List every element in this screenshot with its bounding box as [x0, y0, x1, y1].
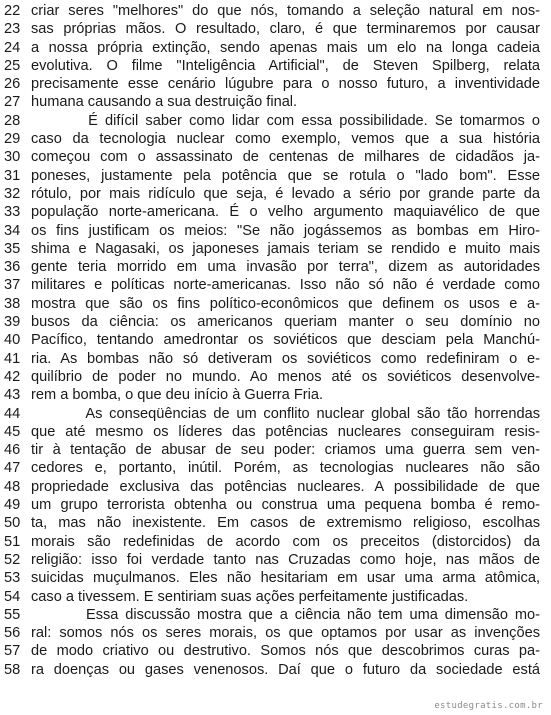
text-line — [0, 423, 551, 441]
line-number: 56 — [4, 625, 21, 642]
line-number: 31 — [4, 167, 21, 184]
line-text: mostra que são os fins político-econômicos que definem os usos e a- — [31, 295, 540, 312]
line-text: morais são redefinidas de acordo com os preceitos (distorcidos) da — [31, 533, 540, 550]
line-text: cedores e, portanto, inútil. Porém, as tecnologias nucleares não são — [31, 460, 540, 477]
text-line — [0, 588, 551, 606]
line-text: propriedade exclusiva das potências nucleares. A possibilidade de que — [31, 478, 540, 495]
text-line — [0, 459, 551, 477]
site-watermark: estudegratis.com.br — [434, 701, 543, 711]
line-number: 55 — [4, 606, 21, 623]
line-text: rótulo, por mais ridículo que seja, é levado a sério por grande parte da — [31, 185, 540, 202]
text-line — [0, 148, 551, 166]
line-number: 24 — [4, 39, 21, 56]
text-line — [0, 185, 551, 203]
line-number: 43 — [4, 387, 21, 404]
line-text: de modo criativo ou destrutivo. Somos nós que descobrimos curas pa- — [31, 643, 540, 660]
line-text: tir à tentação de abusar de seu poder: criamos uma guerra sem ven- — [31, 442, 540, 459]
line-text: religião: isso foi verdade tanto nas Cruzadas como hoje, nas mãos de — [31, 551, 540, 568]
line-number: 22 — [4, 3, 21, 19]
line-text: sas próprias mãos. O resultado, claro, é que terminaremos por causar — [31, 21, 540, 38]
line-number: 48 — [4, 478, 21, 495]
text-line — [0, 203, 551, 221]
line-number: 39 — [4, 314, 21, 331]
line-number: 38 — [4, 295, 21, 312]
text-line — [0, 240, 551, 258]
line-text: população norte-americana. É o velho argumento maquiavélico de que — [31, 204, 540, 221]
line-number: 45 — [4, 423, 21, 440]
line-text: poneses, justamente pela potência que se rotula o "lado bom". Esse — [31, 167, 540, 184]
line-number: 40 — [4, 332, 21, 349]
line-text: gente teria morrido em uma invasão por terra", dizem as autoridades — [31, 259, 540, 276]
text-line — [0, 368, 551, 386]
text-line — [0, 624, 551, 642]
line-number: 33 — [4, 204, 21, 221]
text-line — [0, 93, 551, 111]
line-number: 54 — [4, 588, 21, 605]
line-text: humana causando a sua destruição final. — [31, 94, 298, 111]
text-line — [0, 533, 551, 551]
line-text: rem a bomba, o que deu início à Guerra Fria. — [31, 387, 324, 404]
text-line — [0, 331, 551, 349]
text-line — [0, 75, 551, 93]
line-number: 53 — [4, 570, 21, 587]
document-page — [0, 2, 551, 679]
text-line — [0, 313, 551, 331]
line-text: militares e políticas norte-americanas. Isso não só não é verdade como — [31, 277, 540, 294]
line-number: 30 — [4, 149, 21, 166]
line-text: quilíbrio de poder no mundo. Ao menos até os soviéticos desenvolve- — [31, 368, 540, 385]
text-line — [0, 167, 551, 185]
line-text: ta, mas não inexistente. Em casos de extremismo religioso, escolhas — [31, 515, 540, 532]
line-text: ra doenças ou gases venenosos. Daí que o futuro da sociedade está — [31, 661, 540, 678]
line-number: 42 — [4, 368, 21, 385]
line-text: shima e Nagasaki, os japoneses jamais teriam se rendido e muito mais — [31, 240, 540, 257]
text-line — [0, 405, 551, 423]
text-line — [0, 441, 551, 459]
text-line — [0, 258, 551, 276]
line-text: precisamente esse cenário lúgubre para o nosso futuro, a inventividade — [31, 76, 540, 93]
line-text: Essa discussão mostra que a ciência não tem uma dimensão mo- — [31, 606, 540, 623]
text-line — [0, 39, 551, 57]
line-number: 37 — [4, 277, 21, 294]
line-number: 34 — [4, 222, 21, 239]
line-number: 28 — [4, 112, 21, 129]
text-line — [0, 642, 551, 660]
line-text: evolutiva. O filme "Inteligência Artificial", de Steven Spilberg, relata — [31, 57, 540, 74]
line-text: As conseqüências de um conflito nuclear global são tão horrendas — [31, 405, 540, 422]
line-number: 46 — [4, 442, 21, 459]
text-line — [0, 20, 551, 38]
text-line — [0, 112, 551, 130]
text-line — [0, 386, 551, 404]
line-text: a nossa própria extinção, sendo apenas mais um elo na longa cadeia — [31, 39, 540, 56]
line-text: caso da tecnologia nuclear como exemplo, vemos que a sua história — [31, 131, 540, 148]
line-text: Pacífico, tentando amedrontar os soviéticos que desciam pela Manchú- — [31, 332, 540, 349]
line-text: ral: somos nós os seres morais, os que optamos por usar as invenções — [31, 625, 540, 642]
text-line — [0, 295, 551, 313]
text-line — [0, 350, 551, 368]
text-line — [0, 478, 551, 496]
line-text: um grupo terrorista obtenha ou construa uma pequena bomba é remo- — [31, 497, 540, 514]
line-text: criar seres "melhores" do que nós, tomando a seleção natural em nos- — [31, 3, 540, 19]
line-text: caso a tivessem. E sentiriam suas ações perfeitamente justificadas. — [31, 588, 469, 605]
line-text: começou com o assassinato de centenas de milhares de cidadãos ja- — [31, 149, 540, 166]
line-number: 58 — [4, 661, 21, 678]
text-line — [0, 606, 551, 624]
line-number: 27 — [4, 94, 21, 111]
line-text: busos da ciência: os americanos queriam manter o seu domínio no — [31, 314, 540, 331]
line-number: 52 — [4, 551, 21, 568]
text-line — [0, 551, 551, 569]
text-line — [0, 514, 551, 532]
line-number: 35 — [4, 240, 21, 257]
line-number: 47 — [4, 460, 21, 477]
text-line — [0, 661, 551, 679]
text-line — [0, 276, 551, 294]
line-number: 44 — [4, 405, 21, 422]
text-line — [0, 2, 551, 20]
line-number: 23 — [4, 21, 21, 38]
line-number: 36 — [4, 259, 21, 276]
line-number: 32 — [4, 185, 21, 202]
line-text: que até mesmo os líderes das potências nucleares conseguiram resis- — [31, 423, 540, 440]
line-number: 25 — [4, 57, 21, 74]
text-line — [0, 222, 551, 240]
line-number: 49 — [4, 497, 21, 514]
text-line — [0, 569, 551, 587]
line-text: os fins justificam os meios: "Se não jogássemos as bombas em Hiro- — [31, 222, 540, 239]
text-line — [0, 57, 551, 75]
text-line — [0, 496, 551, 514]
line-text: É difícil saber como lidar com essa possibilidade. Se tomarmos o — [31, 112, 540, 129]
line-text: ria. As bombas não só detiveram os soviéticos como redefiniram o e- — [31, 350, 540, 367]
line-number: 29 — [4, 131, 21, 148]
line-number: 57 — [4, 643, 21, 660]
line-number: 50 — [4, 515, 21, 532]
line-number: 41 — [4, 350, 21, 367]
line-number: 51 — [4, 533, 21, 550]
line-text: suicidas muçulmanos. Eles não hesitariam em usar uma arma atômica, — [31, 570, 540, 587]
text-line — [0, 130, 551, 148]
line-number: 26 — [4, 76, 21, 93]
